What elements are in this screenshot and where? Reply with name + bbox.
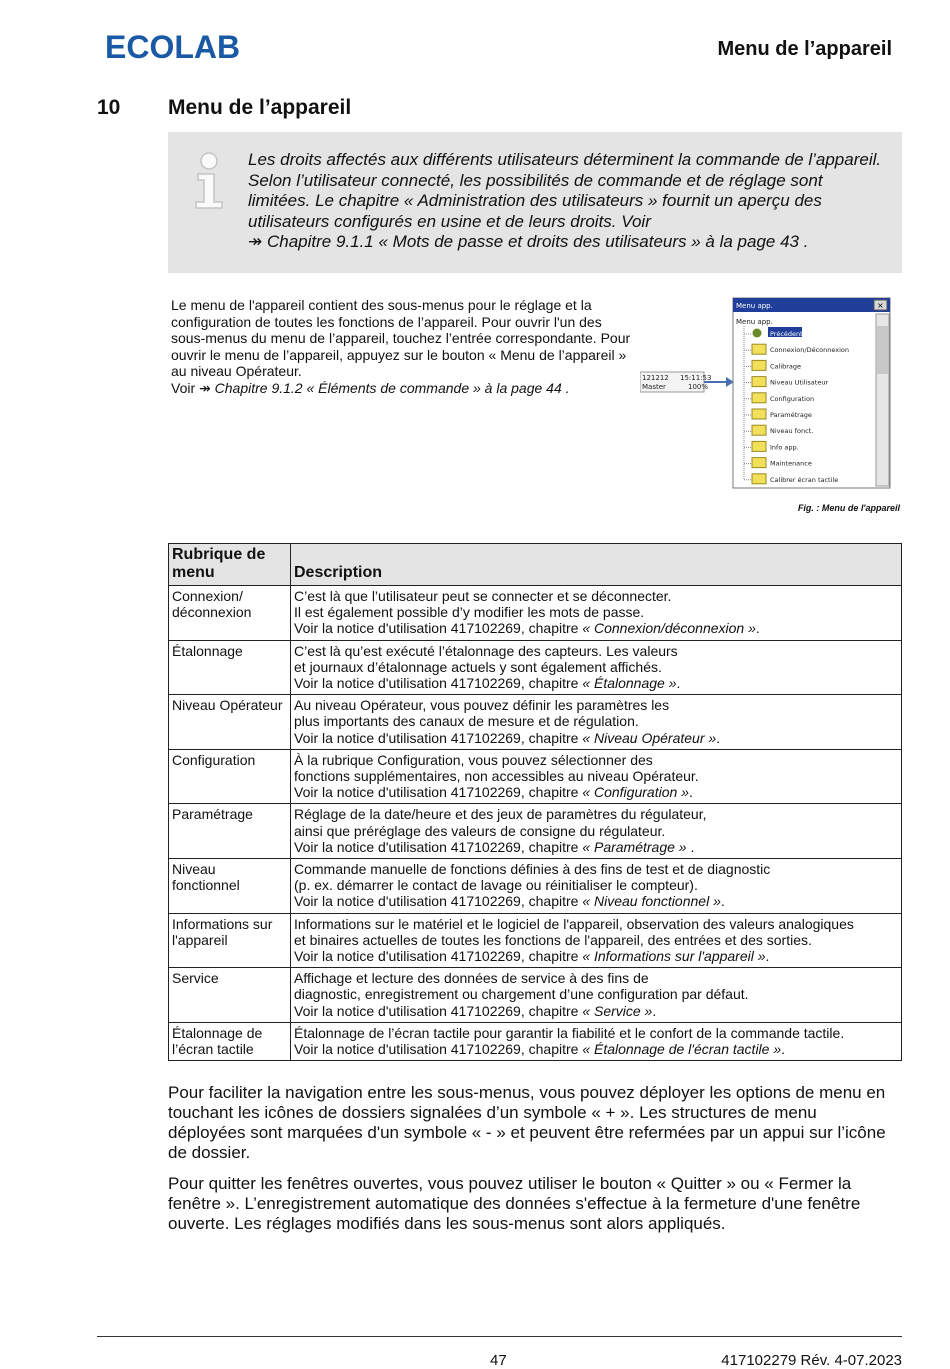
paragraph-close-windows: Pour quitter les fenêtres ouvertes, vous pouvez utiliser le bouton « Quitter » ou « Fermer la fenêtre ». L’enregistrement automatique des données s'effectue à la fermeture d'une fenêtre ouverte. Les réglages modifiés dans les sous-menus sont alors appliqués. (168, 1174, 861, 1233)
tree-item-label: Connexion/Déconnexion (770, 346, 850, 355)
reference-chapter-link[interactable]: « Service » (582, 1002, 653, 1019)
intro-see: Voir (171, 379, 200, 396)
folder-icon (752, 409, 766, 419)
description-line: fonctions supplémentaires, non accessibles au niveau Opérateur. (294, 768, 699, 785)
table-row (169, 859, 902, 914)
folder-icon (752, 377, 766, 387)
info-note (248, 150, 888, 253)
reference-suffix: . (755, 620, 760, 637)
description-line: Affichage et lecture des données de service à des fins de (294, 970, 649, 987)
folder-icon (752, 441, 766, 451)
description-line: et journaux d’étalonnage actuels y sont également affichés. (294, 658, 662, 675)
menu-rubric: Étalonnage (169, 640, 291, 695)
menu-rubric: Niveau Opérateur (169, 695, 291, 750)
intro-paragraph (171, 297, 631, 397)
tree-item-folder[interactable] (744, 474, 838, 484)
menu-description (291, 804, 902, 859)
back-icon (753, 329, 762, 338)
reference-suffix: . (781, 1041, 786, 1058)
reference-prefix: Voir la notice d'utilisation 417102269, chapitre (294, 620, 583, 637)
reference-prefix: Voir la notice d'utilisation 417102269, chapitre (294, 675, 583, 692)
ecolab-logo (105, 26, 255, 66)
folder-icon (752, 344, 766, 354)
description-line: Commande manuelle de fonctions définies à des fins de test et de diagnostic (294, 861, 771, 878)
reference-suffix: . (716, 729, 721, 746)
tree-item-label: Niveau Utilisateur (770, 378, 829, 387)
description-line: Au niveau Opérateur, vous pouvez définir les paramètres les (294, 697, 670, 714)
reference-prefix: Voir la notice d'utilisation 417102269, chapitre (294, 1002, 583, 1019)
table-row (169, 804, 902, 859)
paragraph-navigation: Pour faciliter la navigation entre les sous-menus, vous pouvez déployer les options de menu en touchant les icônes de dossiers signalées d’un symbole « + ». Les structures de menu déployées sont marquées d'un symbole « - » et peuvent être refermées par un appui sur l’icône de dossier. (168, 1083, 886, 1162)
tree-item-folder[interactable] (744, 441, 799, 451)
description-line: Étalonnage de l’écran tactile pour garantir la fiabilité et le confort de la commande tactile. (294, 1024, 845, 1041)
description-line: (p. ex. démarrer le contact de lavage ou réinitialiser le compteur). (294, 877, 698, 894)
tree-item-folder[interactable] (744, 425, 813, 435)
link-arrow-icon: ↠ (199, 379, 211, 396)
link-arrow-icon: ↠ (248, 232, 263, 251)
tree-item-label: Précédent (770, 330, 803, 338)
description-line: ainsi que préréglage des valeurs de consigne du régulateur. (294, 822, 666, 839)
reference-suffix: . (720, 893, 725, 910)
intro-reference[interactable]: Chapitre 9.1.2 « Éléments de commande » à la page 44 . (210, 379, 570, 396)
reference-chapter-link[interactable]: « Étalonnage de l'écran tactile » (582, 1041, 782, 1058)
description-line: diagnostic, enregistrement ou chargement d’une configuration par défaut. (294, 986, 749, 1003)
menu-description (291, 749, 902, 804)
info-note-text: Les droits affectés aux différents utilisateurs déterminent la commande de l’appareil. Selon l’utilisateur connecté, les possibilités de commande et de réglage sont limitées. Le chapitre « Administration des utilisateurs » fournit un aperçu des utilisateurs configurés en usine et de leurs droits. Voir (248, 150, 882, 231)
menu-description (291, 1022, 902, 1060)
menu-rubric: Paramétrage (169, 804, 291, 859)
document-reference: 417102279 Rév. 4-07.2023 (721, 1352, 902, 1369)
table-header-description: Description (291, 544, 902, 586)
table-header-rubric: Rubrique de menu (169, 544, 291, 586)
folder-icon (752, 474, 766, 484)
menu-rubric: Niveau fonctionnel (169, 859, 291, 914)
window-title: Menu app. (736, 302, 773, 310)
info-icon (190, 150, 228, 212)
reference-chapter-link[interactable]: « Niveau Opérateur » (582, 729, 717, 746)
reference-suffix: . (688, 784, 693, 801)
folder-icon (752, 425, 766, 435)
reference-chapter-link[interactable]: « Informations sur l'appareil » (582, 948, 766, 965)
table-row (169, 586, 902, 641)
menu-rubric: Configuration (169, 749, 291, 804)
figure-caption: Fig. : Menu de l'appareil (797, 503, 900, 513)
status-left-1: 121212 (642, 374, 669, 382)
table-row (169, 968, 902, 1023)
status-right-1: 15:11:53 (680, 374, 712, 382)
description-line: À la rubrique Configuration, vous pouvez sélectionner des (294, 751, 653, 768)
tree-item-label: Niveau fonct. (770, 427, 814, 436)
close-icon: × (877, 301, 884, 310)
tree-item-folder[interactable] (744, 458, 812, 468)
reference-chapter-link[interactable]: « Étalonnage » (582, 675, 677, 692)
reference-chapter-link[interactable]: « Paramétrage » (582, 838, 687, 855)
device-menu-figure (640, 296, 902, 490)
status-right-2: 100% (688, 383, 709, 391)
description-line: Réglage de la date/heure et des jeux de paramètres du régulateur, (294, 806, 707, 823)
page-number: 47 (490, 1352, 507, 1369)
reference-prefix: Voir la notice d'utilisation 417102269, chapitre (294, 948, 583, 965)
header-title: Menu de l’appareil (717, 38, 892, 60)
tree-item-folder[interactable] (744, 360, 801, 370)
tree-item-label: Configuration (770, 394, 815, 403)
table-row (169, 749, 902, 804)
menu-rubric: Étalonnage de l’écran tactile (169, 1022, 291, 1060)
section-number: 10 (97, 96, 121, 119)
tree-item-label: Info app. (770, 443, 799, 452)
reference-suffix: . (676, 675, 681, 692)
menu-rubric: Informations sur l'appareil (169, 913, 291, 968)
tree-item-folder[interactable] (744, 393, 814, 403)
section-title: Menu de l’appareil (168, 96, 352, 119)
tree-item-label: Calibrage (770, 362, 802, 371)
footer-divider (97, 1336, 902, 1337)
description-line: et binaires actuelles de toutes les fonctions de l'appareil, des entrées et des sorties. (294, 931, 812, 948)
reference-suffix: . (686, 838, 695, 855)
info-note-reference[interactable]: Chapitre 9.1.1 « Mots de passe et droits des utilisateurs » à la page 43 . (262, 232, 809, 251)
intro-text: Le menu de l'appareil contient des sous-menus pour le réglage et la configuration de toutes les fonctions de l’appareil. Pour ouvrir l'un des sous-menus du menu de l’appareil, touchez l’entrée correspondante. Pour ouvrir le menu de l’appareil, appuyez sur le bouton « Menu de l’appareil » au niveau Opérateur. (171, 297, 631, 380)
reference-prefix: Voir la notice d'utilisation 417102269, chapitre (294, 838, 583, 855)
table-row (169, 640, 902, 695)
description-line: C’est là qu’est exécuté l’étalonnage des capteurs. Les valeurs (294, 642, 678, 659)
tree-item-folder[interactable] (744, 409, 812, 419)
reference-prefix: Voir la notice d'utilisation 417102269, chapitre (294, 1041, 583, 1058)
table-row (169, 913, 902, 968)
menu-table (168, 543, 902, 1061)
tree-item-label: Maintenance (770, 459, 812, 468)
menu-description (291, 968, 902, 1023)
menu-rubric: Connexion/ déconnexion (169, 586, 291, 641)
reference-suffix: . (652, 1002, 657, 1019)
table-row (169, 1022, 902, 1060)
tree-root-label: Menu app. (736, 318, 773, 326)
folder-icon (752, 393, 766, 403)
description-line: Il est également possible d’y modifier les mots de passe. (294, 604, 645, 621)
description-line: C’est là que l’utilisateur peut se connecter et se déconnecter. (294, 588, 672, 604)
menu-description (291, 695, 902, 750)
status-left-2: Master (642, 383, 666, 391)
table-row (169, 695, 902, 750)
reference-suffix: . (765, 948, 770, 965)
reference-prefix: Voir la notice d'utilisation 417102269, chapitre (294, 893, 583, 910)
tree-item-folder[interactable] (744, 377, 828, 387)
reference-chapter-link[interactable]: « Niveau fonctionnel » (582, 893, 721, 910)
logo-wordmark: ECOLAB (105, 29, 241, 65)
reference-chapter-link[interactable]: « Configuration » (582, 784, 689, 801)
folder-icon (752, 360, 766, 370)
tree-item-label: Calibrer écran tactile (770, 475, 839, 484)
tree-item-folder[interactable] (744, 344, 849, 354)
device-menu-screenshot (640, 296, 902, 490)
menu-description (291, 586, 902, 641)
description-line: Informations sur le matériel et le logiciel de l'appareil, observation des valeurs analogiques (294, 915, 854, 932)
menu-rubric: Service (169, 968, 291, 1023)
reference-chapter-link[interactable]: « Connexion/déconnexion » (582, 620, 756, 637)
menu-description (291, 913, 902, 968)
reference-prefix: Voir la notice d'utilisation 417102269, chapitre (294, 784, 583, 801)
menu-description (291, 640, 902, 695)
folder-icon (752, 458, 766, 468)
tree-item-label: Paramétrage (770, 411, 812, 419)
menu-description (291, 859, 902, 914)
reference-prefix: Voir la notice d'utilisation 417102269, chapitre (294, 729, 583, 746)
description-line: plus importants des canaux de mesure et de régulation. (294, 713, 639, 730)
